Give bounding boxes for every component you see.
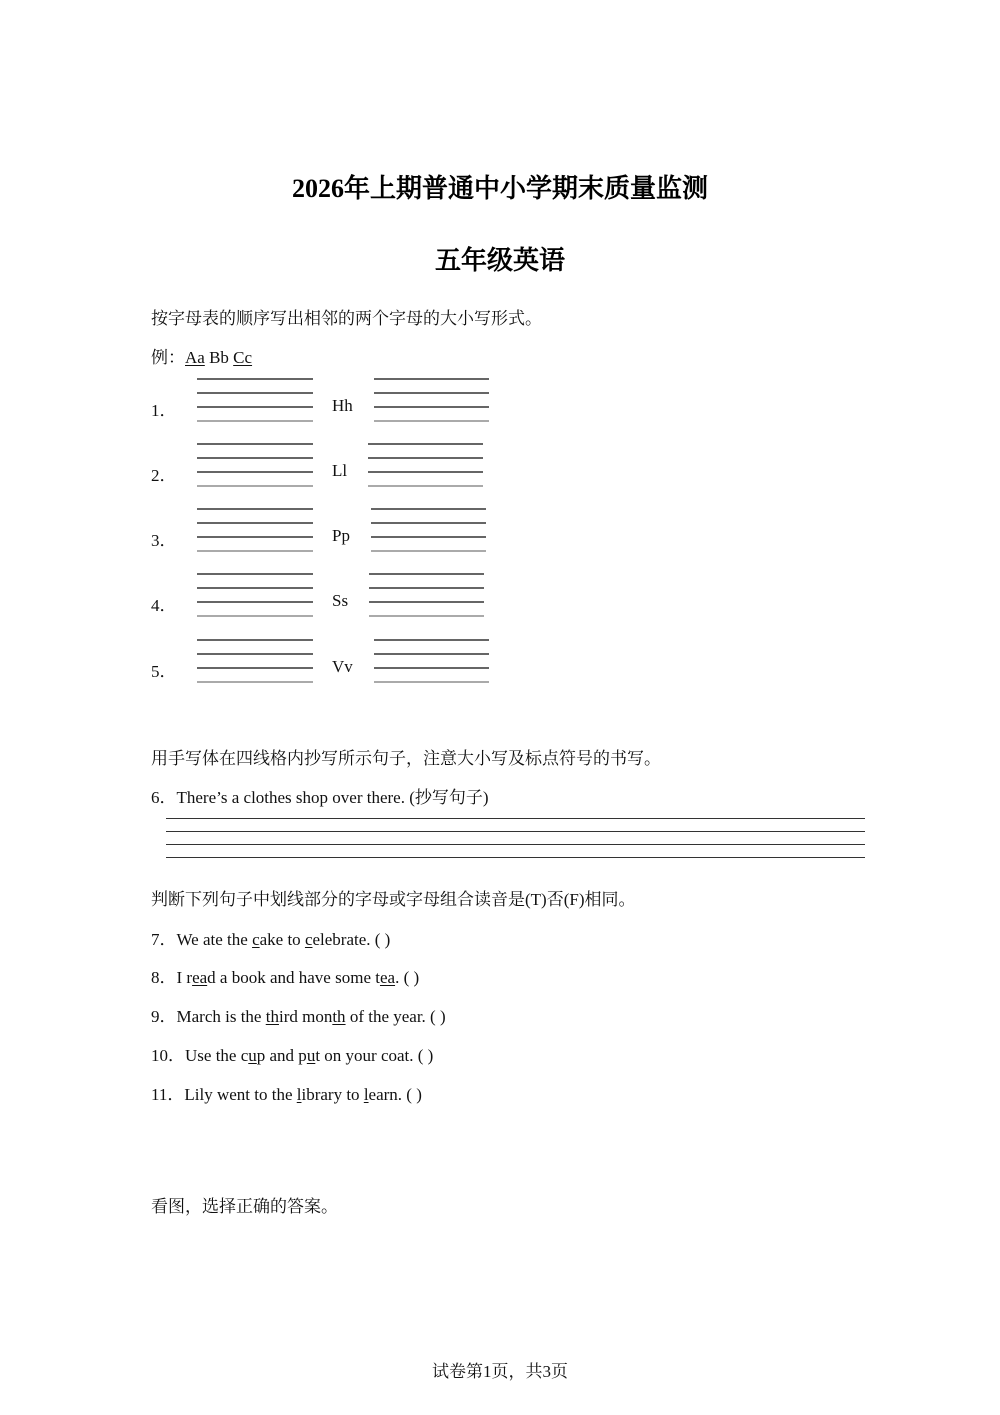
q7-underlined-1: c <box>252 930 260 949</box>
q11-underlined-2: l <box>363 1085 369 1104</box>
q11-part: earn. ( ) <box>368 1085 422 1104</box>
question-7 <box>151 925 390 950</box>
item-5-before-writing-grid[interactable] <box>197 639 313 683</box>
item-3-after-writing-grid[interactable] <box>371 508 486 552</box>
q9-part: 9．March is the <box>151 1007 266 1026</box>
item-2-before-writing-grid[interactable] <box>197 443 313 487</box>
q8-underlined-1: ea <box>192 968 208 987</box>
question-10 <box>151 1041 433 1066</box>
item-5-number: 5． <box>151 662 177 681</box>
item-3-number: 3． <box>151 531 177 550</box>
q11-part: 11．Lily went to the <box>151 1085 297 1104</box>
example-after: Cc <box>233 348 253 367</box>
question-6-writing-lines[interactable] <box>166 818 865 858</box>
q10-underlined-1: u <box>248 1046 257 1065</box>
q10-underlined-2: u <box>306 1046 316 1065</box>
q9-part: of the year. ( ) <box>345 1007 446 1026</box>
question-6: 6．There’s a clothes shop over there. (抄写句子) <box>151 788 489 807</box>
q10-part: 10．Use the c <box>151 1046 249 1065</box>
q9-underlined-1: th <box>265 1007 279 1026</box>
exam-subtitle: 五年级英语 <box>434 246 565 275</box>
q8-part: d a book and have some t <box>207 968 380 987</box>
question-8 <box>151 963 419 988</box>
item-1-after-writing-grid[interactable] <box>374 378 489 422</box>
example-line <box>151 343 252 368</box>
q7-underlined-2: c <box>304 930 313 949</box>
q10-part: p and p <box>256 1046 307 1065</box>
example-prefix: 例： <box>151 348 185 367</box>
item-1-letter: Hh <box>332 396 353 415</box>
page-footer: 试卷第1页，共3页 <box>432 1362 568 1381</box>
q7-part: 7．We ate the <box>151 930 253 949</box>
question-9 <box>151 1002 446 1027</box>
section1-instruction: 按字母表的顺序写出相邻的两个字母的大小写形式。 <box>151 309 542 328</box>
item-2-number: 2． <box>151 466 177 485</box>
item-3-letter: Pp <box>332 526 350 545</box>
q7-part: ake to <box>259 930 305 949</box>
example-before: Aa <box>185 348 205 367</box>
item-1-before-writing-grid[interactable] <box>197 378 313 422</box>
q7-part: elebrate. ( ) <box>312 930 391 949</box>
q11-part: ibrary to <box>301 1085 364 1104</box>
section4-instruction: 看图，选择正确的答案。 <box>151 1197 338 1216</box>
q8-part: . ( ) <box>395 968 420 987</box>
example-middle: Bb <box>209 348 229 367</box>
q11-underlined-1: l <box>296 1085 302 1104</box>
item-3-before-writing-grid[interactable] <box>197 508 313 552</box>
item-1-number: 1． <box>151 401 177 420</box>
item-4-letter: Ss <box>332 591 349 610</box>
exam-title: 2026年上期普通中小学期末质量监测 <box>291 174 708 203</box>
item-2-letter: Ll <box>332 461 348 480</box>
q9-part: ird mon <box>278 1007 333 1026</box>
question-11 <box>151 1080 422 1105</box>
item-5-after-writing-grid[interactable] <box>374 639 489 683</box>
section3-instruction: 判断下列句子中划线部分的字母或字母组合读音是(T)否(F)相同。 <box>151 890 636 909</box>
q9-underlined-2: th <box>332 1007 346 1026</box>
item-5-letter: Vv <box>332 657 353 676</box>
item-4-after-writing-grid[interactable] <box>369 573 484 617</box>
q8-part: 8．I r <box>151 968 193 987</box>
q8-underlined-2: ea <box>379 968 396 987</box>
section2-instruction: 用手写体在四线格内抄写所示句子，注意大小写及标点符号的书写。 <box>151 749 661 768</box>
item-2-after-writing-grid[interactable] <box>368 443 483 487</box>
q10-part: t on your coat. ( ) <box>315 1046 434 1065</box>
item-4-number: 4． <box>151 596 177 615</box>
item-4-before-writing-grid[interactable] <box>197 573 313 617</box>
